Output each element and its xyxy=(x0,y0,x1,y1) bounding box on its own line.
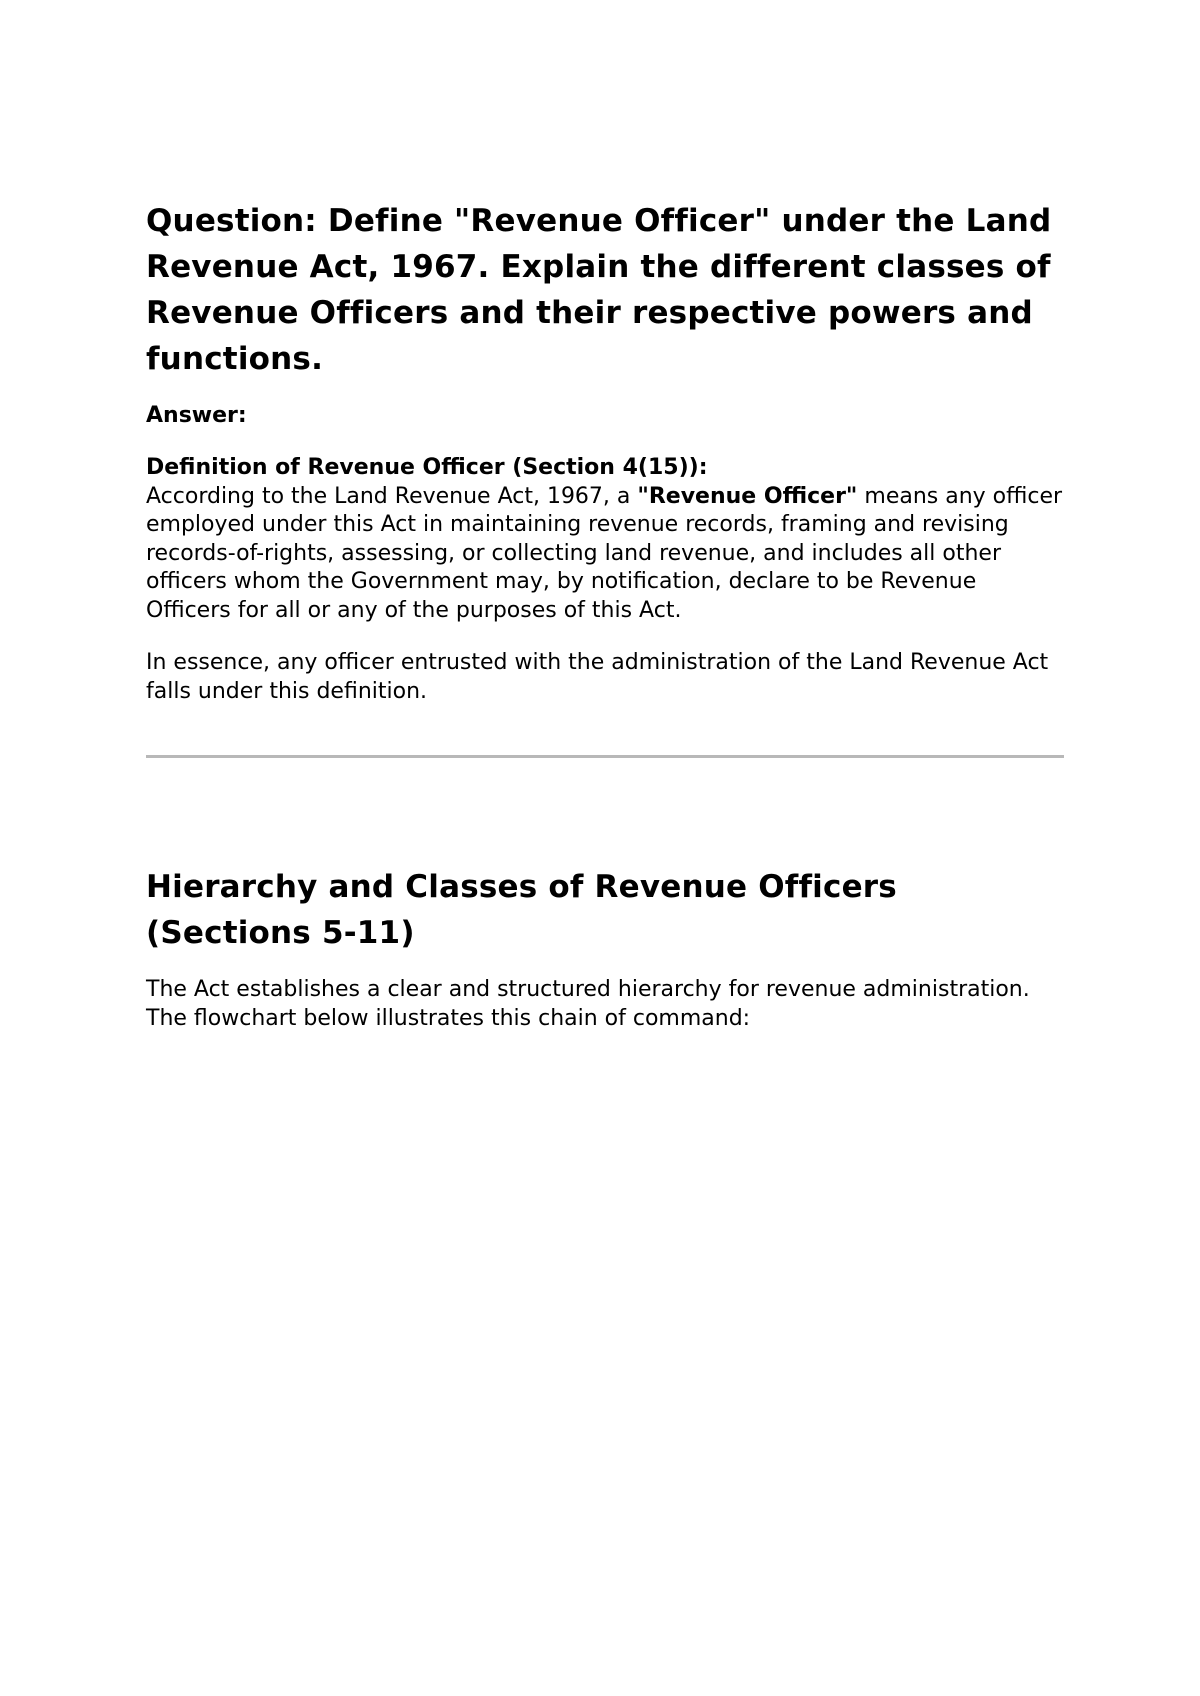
definition-rest: means any officer employed under this Act in maintaining revenue records, framing and revising records-of-rights, assessing, or collecting land revenue, and includes all other officers whom the Government may, by notification, declare to be Revenue Officers for all or any of the purposes of this Act. xyxy=(146,483,1063,623)
horizontal-divider xyxy=(146,755,1064,758)
essence-paragraph: In essence, any officer entrusted with the administration of the Land Revenue Act falls under this definition. xyxy=(146,650,1049,704)
hierarchy-intro: The Act establishes a clear and structured hierarchy for revenue administration. The flowchart below illustrates this chain of command: xyxy=(146,977,1030,1031)
answer-label: Answer: xyxy=(146,403,247,428)
hierarchy-heading: Hierarchy and Classes of Revenue Officers (Sections 5-11) xyxy=(146,869,897,951)
definition-heading: Definition of Revenue Officer (Section 4(15)): xyxy=(146,455,708,480)
question-heading: Question: Define "Revenue Officer" under the Land Revenue Act, 1967. Explain the different classes of Revenue Officers and their respective powers and functions. xyxy=(146,203,1052,377)
definition-term: "Revenue Officer" xyxy=(637,483,858,509)
document-page xyxy=(146,198,1066,1033)
definition-paragraph xyxy=(146,454,1066,625)
definition-intro: According to the Land Revenue Act, 1967, a xyxy=(146,483,638,509)
